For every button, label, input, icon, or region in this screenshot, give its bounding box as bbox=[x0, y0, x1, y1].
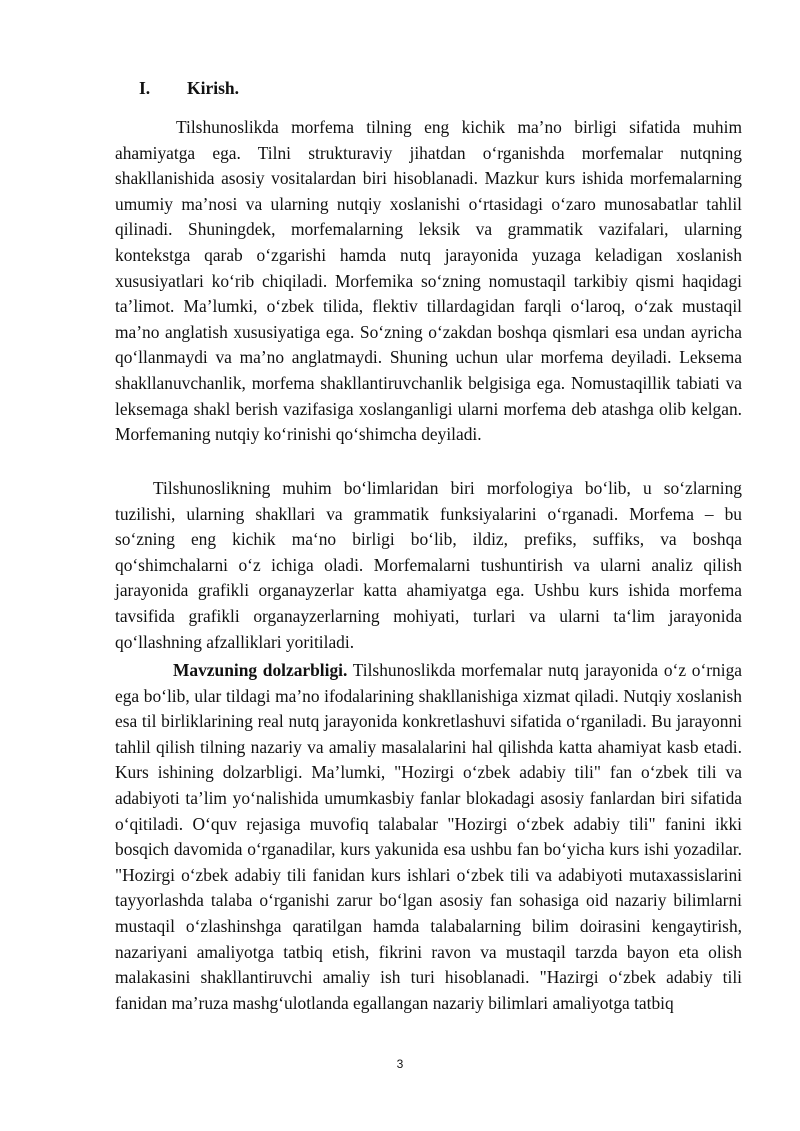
paragraph-morphology: Tilshunoslikning muhim bo‘limlaridan biri morfologiya bo‘lib, u so‘zlarning tuzilishi, ularning shakllari va grammatik funksiyalarini o‘rganadi. Morfema – bu so‘zning eng kichik ma‘no birligi bo‘lib, ildiz, prefiks, suffiks, va boshqa qo‘shimchalarni o‘z ichiga oladi. Morfemalarni tushuntirish va ularni analiz qilish jarayonida grafikli organayzerlar katta ahamiyatga ega. Ushbu kurs ishida morfema tavsifida grafikli organayzerlarning mohiyati, turlari va ularni ta‘lim jarayonida qo‘llashning afzalliklari yoritiladi. bbox=[115, 478, 742, 652]
section-title: Kirish. bbox=[187, 78, 240, 98]
relevance-body: Tilshunoslikda morfemalar nutq jarayonida o‘z o‘rniga ega bo‘lib, ular tildagi ma’no ifodalarining shakllanishiga xizmat qiladi. Nutqiy xoslanish esa til birliklarining real nutq jarayonida konkretlashuvi sifatida o‘rganiladi. Bu jarayonni tahlil qilish tilning nazariy va amaliy masalalarini hal qilishda katta ahamiyat kasb etadi. Kurs ishining dolzarbligi. Ma’lumki, "Hozirgi o‘zbek adabiy tili" fan o‘zbek tili va adabiyoti ta’lim yo‘nalishida umumkasbiy fanlar blokadagi asosiy fanlardan biri sifatida o‘qitiladi. O‘quv rejasiga muvofiq talabalar "Hozirgi o‘zbek adabiy tili" fanini ikki bosqich davomida o‘rganadilar, kurs yakunida esa ushbu fan bo‘yicha kurs ishi yozadilar. "Hozirgi o‘zbek adabiy tili fanidan kurs ishlari o‘zbek tili va adabiyoti mutaxassislarini tayyorlashda talaba o‘rganishi zarur bo‘lgan asosiy fan sohasiga oid nazariy bilimlarni mustaqil o‘zlashinshga qaratilgan hamda talabalarning bilim doirasini kengaytirish, nazariyani amaliyotga tatbiq etish, fikrini ravon va mustaqil tarzda bayon eta olish malakasini shakllantiruvchi amaliy ish turi hisoblanadi. "Hazirgi o‘zbek adabiy tili fanidan ma’ruza mashg‘ulotlanda egallangan nazariy bilimlari amaliyotga tatbiq bbox=[115, 660, 742, 1013]
relevance-lead: Mavzuning dolzarbligi. bbox=[173, 660, 348, 680]
page-number: 3 bbox=[396, 1057, 404, 1071]
paragraph-relevance bbox=[115, 658, 742, 1016]
paragraph-introduction: Tilshunoslikda morfema tilning eng kichik ma’no birligi sifatida muhim ahamiyatga ega. Tilni strukturaviy jihatdan o‘rganishda morfemalar nutqning shakllanishida asosiy vositalardan biri hisoblanadi. Mazkur kurs ishida morfemalarning umumiy ma’nosi va ularning nutqiy xoslanishi o‘rtasidagi o‘zaro munosabatlar tahlil qilinadi. Shuningdek, morfemalarning leksik va grammatik vazifalari, ularning kontekstga qarab o‘zgarishi hamda nutq jarayonida yuzaga keladigan xoslanish xususiyatlari ko‘rib chiqiladi. Morfemika so‘zning nomustaqil tarkibiy qismi haqidagi ta’limot. Ma’lumki, o‘zbek tilida, flektiv tillardagidan farqli o‘laroq, o‘zak mustaqil ma’no anglatish xususiyatiga ega. So‘zning o‘zakdan boshqa qismlari esa undan ayricha qo‘llanmaydi va ma’no anglatmaydi. Shuning uchun ular morfema deyiladi. Leksema shakllanuvchanlik, morfema shakllantiruvchanlik belgisiga ega. Nomustaqillik tabiati va leksemaga shakl berish vazifasiga xoslanganligi ularni morfema deb atashga olib kelgan. Morfemaning nutqiy ko‘rinishi qo‘shimcha deyiladi. bbox=[115, 117, 742, 445]
section-heading bbox=[139, 76, 239, 100]
section-number: I. bbox=[139, 78, 151, 98]
